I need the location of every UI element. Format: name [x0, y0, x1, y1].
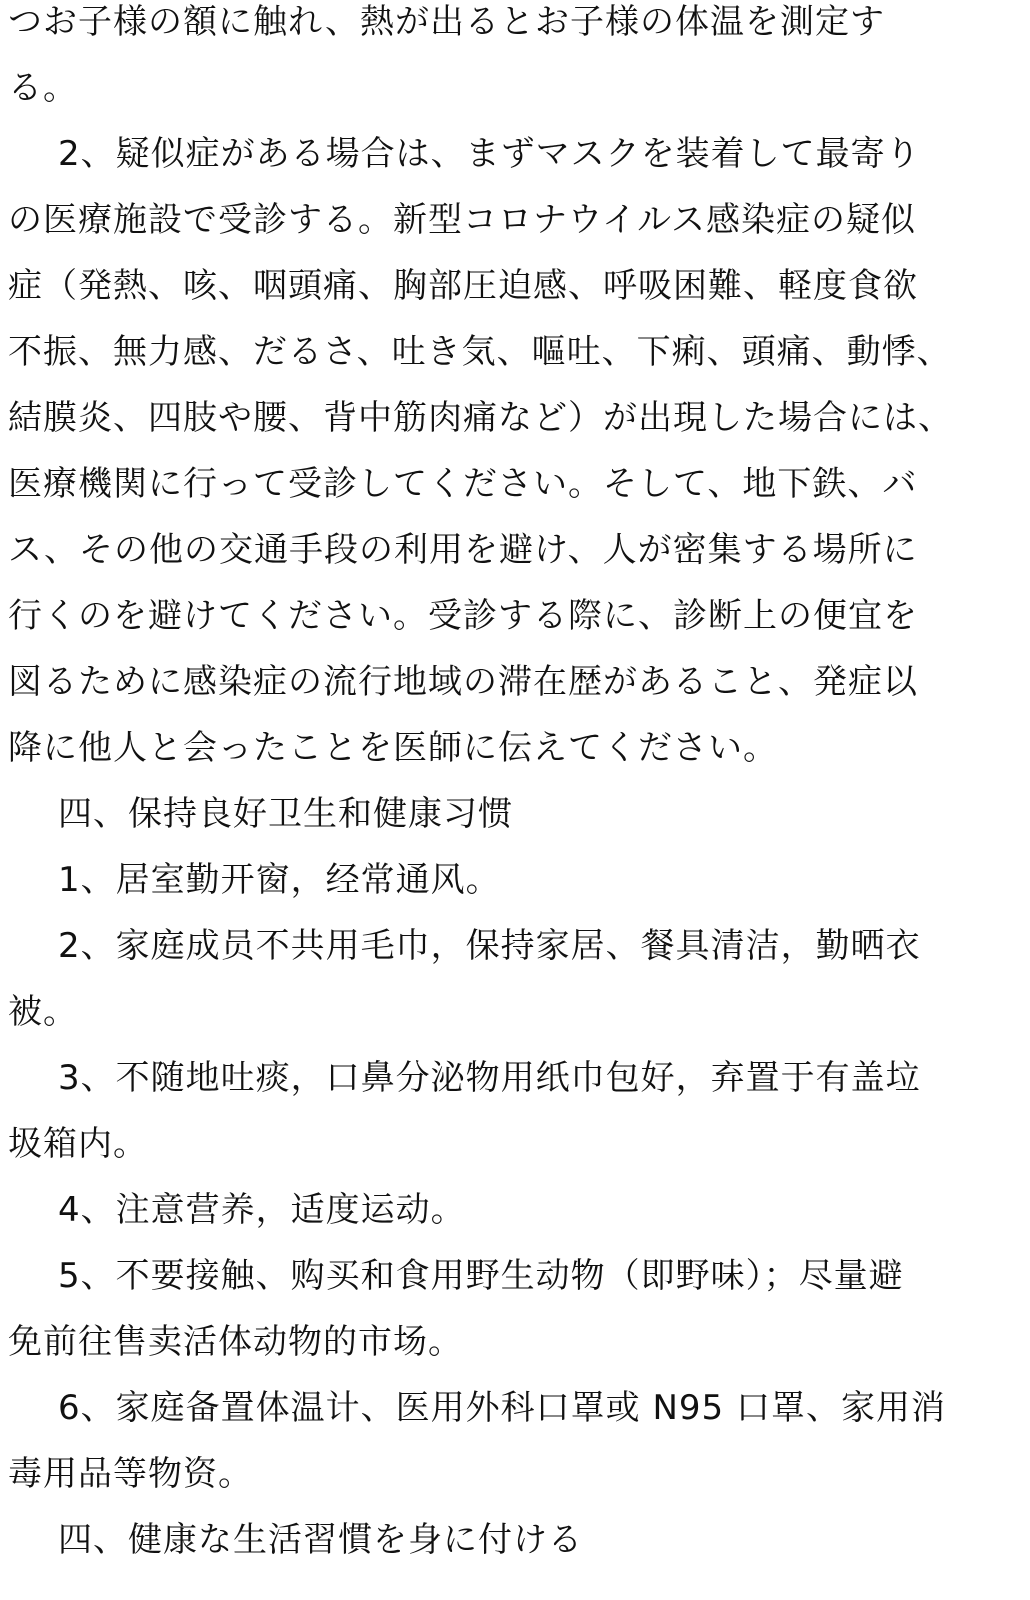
text-line: ス、その他の交通手段の利用を避け、人が密集する場所に	[8, 530, 918, 570]
text-line: 2、疑似症がある場合は、まずマスクを装着して最寄り	[58, 134, 921, 174]
text-line: 免前往售卖活体动物的市场。	[8, 1322, 463, 1362]
text-line: 医療機関に行って受診してください。そして、地下鉄、バ	[8, 464, 918, 504]
section-heading: 四、健康な生活習慣を身に付ける	[58, 1520, 583, 1560]
text-line: 4、注意营养，适度运动。	[58, 1190, 466, 1230]
text-line: 2、家庭成员不共用毛巾，保持家居、餐具清洁，勤晒衣	[58, 926, 921, 966]
text-line: の医療施設で受診する。新型コロナウイルス感染症の疑似	[8, 200, 916, 240]
text-line: 5、不要接触、购买和食用野生动物（即野味）；尽量避	[58, 1256, 904, 1296]
text-line: 降に他人と会ったことを医師に伝えてください。	[8, 728, 778, 768]
text-line: る。	[8, 68, 78, 108]
section-heading: 四、保持良好卫生和健康习惯	[58, 794, 513, 834]
text-line: 不振、無力感、だるさ、吐き気、嘔吐、下痢、頭痛、動悸、	[8, 332, 952, 372]
text-line: 図るために感染症の流行地域の滞在歴があること、発症以	[8, 662, 918, 702]
text-line: つお子様の額に触れ、熱が出るとお子様の体温を測定す	[8, 2, 886, 42]
text-line: 圾箱内。	[8, 1124, 148, 1164]
text-line: 症（発熱、咳、咽頭痛、胸部圧迫感、呼吸困難、軽度食欲	[8, 266, 918, 306]
text-line: 結膜炎、四肢や腰、背中筋肉痛など）が出現した場合には、	[8, 398, 953, 438]
text-line: 6、家庭备置体温计、医用外科口罩或 N95 口罩、家用消	[58, 1388, 946, 1428]
text-line: 1、居室勤开窗，经常通风。	[58, 860, 501, 900]
text-line: 行くのを避けてください。受診する際に、診断上の便宜を	[8, 596, 918, 636]
text-line: 3、不随地吐痰，口鼻分泌物用纸巾包好，弃置于有盖垃	[58, 1058, 921, 1098]
text-line: 被。	[8, 992, 78, 1032]
text-line: 毒用品等物资。	[8, 1454, 253, 1494]
